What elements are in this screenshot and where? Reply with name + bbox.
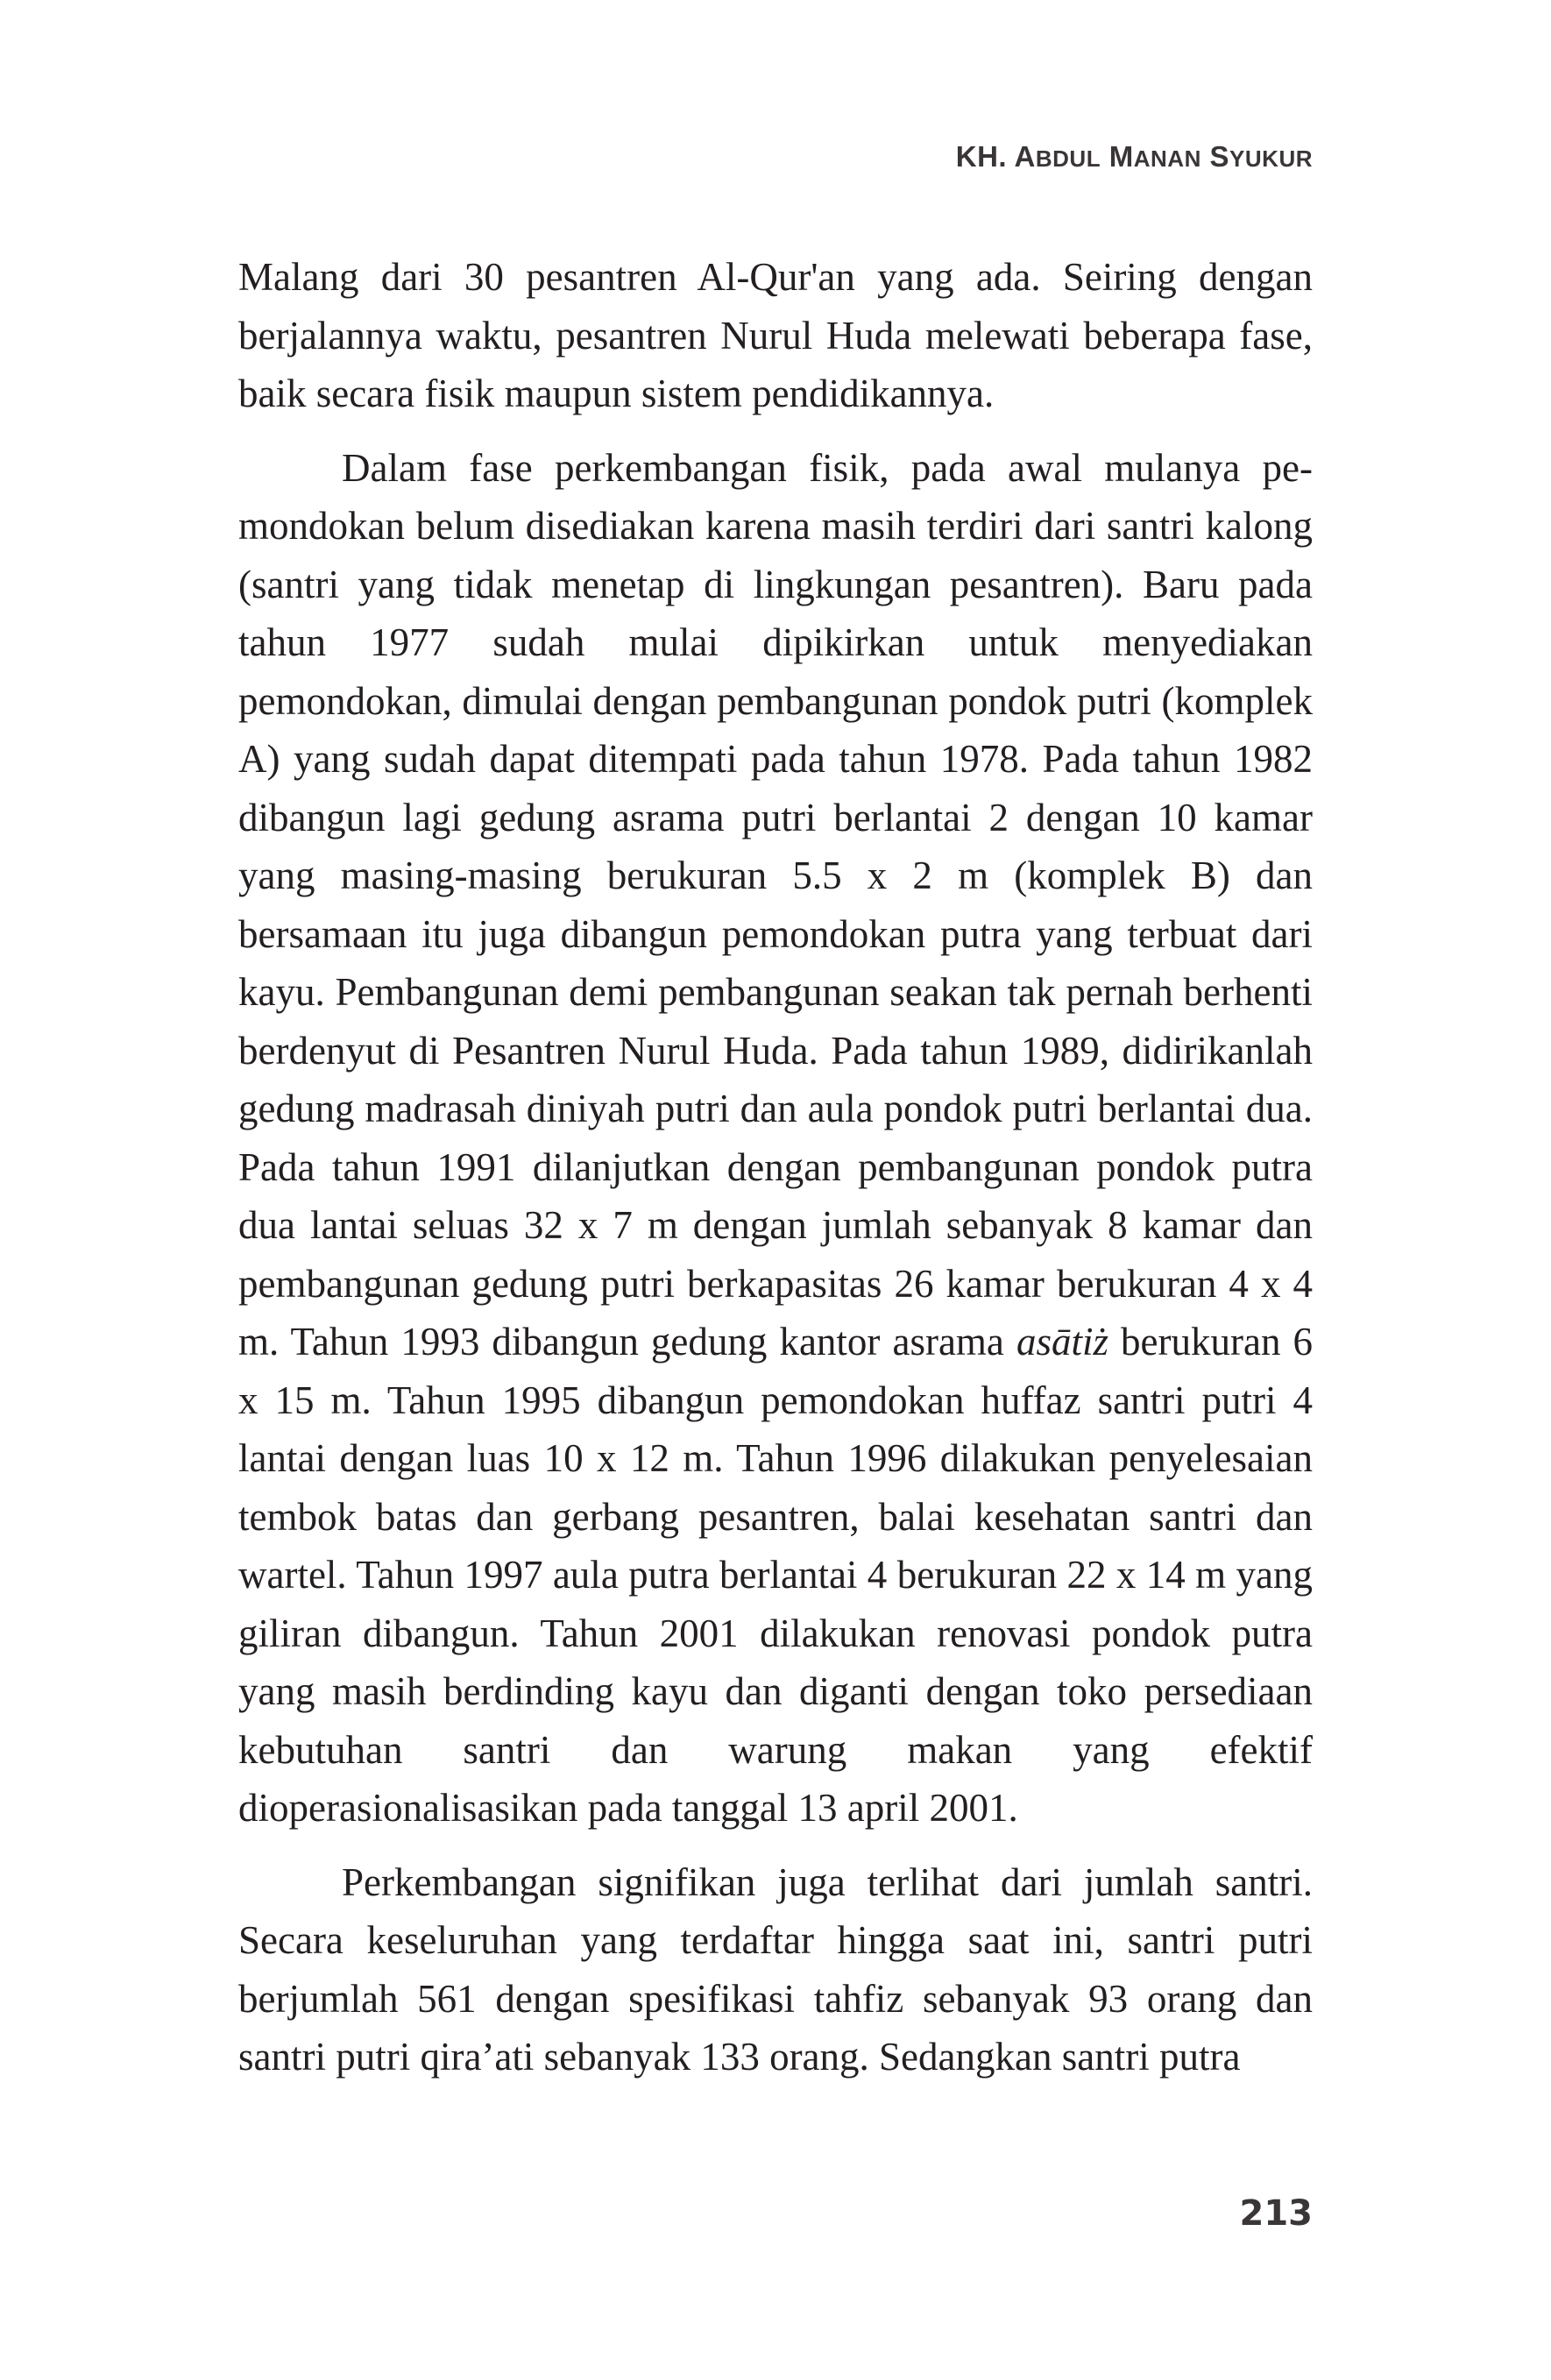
page-number: 213 bbox=[1239, 2193, 1313, 2234]
running-head-initial-2: M bbox=[1108, 140, 1134, 173]
running-head-prefix: KH. A bbox=[955, 140, 1036, 173]
paragraph-2-text-after: berukuran 6 x 15 m. Tahun 1995 dibangun pemondokan huffaz santri putri 4 lantai dengan luas 10 x 12 m. Tahun 1996 dilakukan penyelesaian tembok batas dan gerbang pesantren, balai kesehatan santri dan wartel. Tahun 1997 aula putra berlantai 4 berukuran 22 x 14 m yang giliran dibangun. Tahun 2001 dilakukan renovasi pondok putra yang masih berdinding kayu dan diganti dengan toko persediaan kebutuhan santri dan warung makan yang efektif dioperasionalisasikan pada tanggal 13 april 2001. bbox=[238, 1320, 1314, 1830]
paragraph-2-italic-term: asātiż bbox=[1016, 1320, 1108, 1364]
running-head-smallcaps-3: YUKUR bbox=[1229, 145, 1313, 172]
paragraph-1: Malang dari 30 pesantren Al-Qur'an yang ada. Seiring dengan berjalannya waktu, pesantren Nurul Huda melewati beberapa fase, baik secara fisik maupun sistem pendidikannya. bbox=[238, 255, 1313, 415]
body-text bbox=[238, 248, 1313, 2086]
running-head bbox=[956, 142, 1313, 171]
running-head-smallcaps-1: BDUL bbox=[1035, 145, 1101, 172]
paragraph-3: Perkembangan signifikan juga terlihat dari jumlah santri. Secara keseluruhan yang terdaftar hingga saat ini, santri putri berjumlah 561 dengan spesifikasi tahfiz sebanyak 93 orang dan santri putri qira’ati sebanyak 133 orang. Sedangkan santri putra bbox=[238, 1859, 1313, 2079]
paragraph-2 bbox=[238, 439, 1313, 1838]
running-head-initial-3: S bbox=[1209, 140, 1230, 173]
paragraph-2-text-before: Dalam fase perkembangan fisik, pada awal mulanya pemondokan belum disediakan karena masih terdiri dari santri kalong (santri yang tidak menetap di lingkungan pesantren). Baru pada tahun 1977 sudah mulai dipikirkan untuk menyediakan pemondokan, dimulai dengan pembangunan pondok putri (komplek A) yang sudah dapat ditempati pada tahun 1978. Pada tahun 1982 dibangun lagi gedung asrama putri berlantai 2 dengan 10 kamar yang masing-masing berukuran 5.5 x 2 m (komplek B) dan bersamaan itu juga dibangun pemondokan putra yang terbuat dari kayu. Pembangunan demi pembangunan seakan tak pernah berhenti berdenyut di Pesantren Nurul Huda. Pada tahun 1989, didirikanlah gedung madrasah diniyah putri dan aula pondok putri berlantai dua. Pada tahun 1991 dilanjutkan dengan pembangunan pondok putra dua lantai seluas 32 x 7 m dengan jumlah sebanyak 8 kamar dan pembangunan gedung putri berkapasitas 26 kamar berukuran 4 x 4 m. Tahun 1993 dibangun gedung kantor asrama bbox=[238, 445, 1313, 1364]
running-head-smallcaps-2: ANAN bbox=[1133, 145, 1201, 172]
